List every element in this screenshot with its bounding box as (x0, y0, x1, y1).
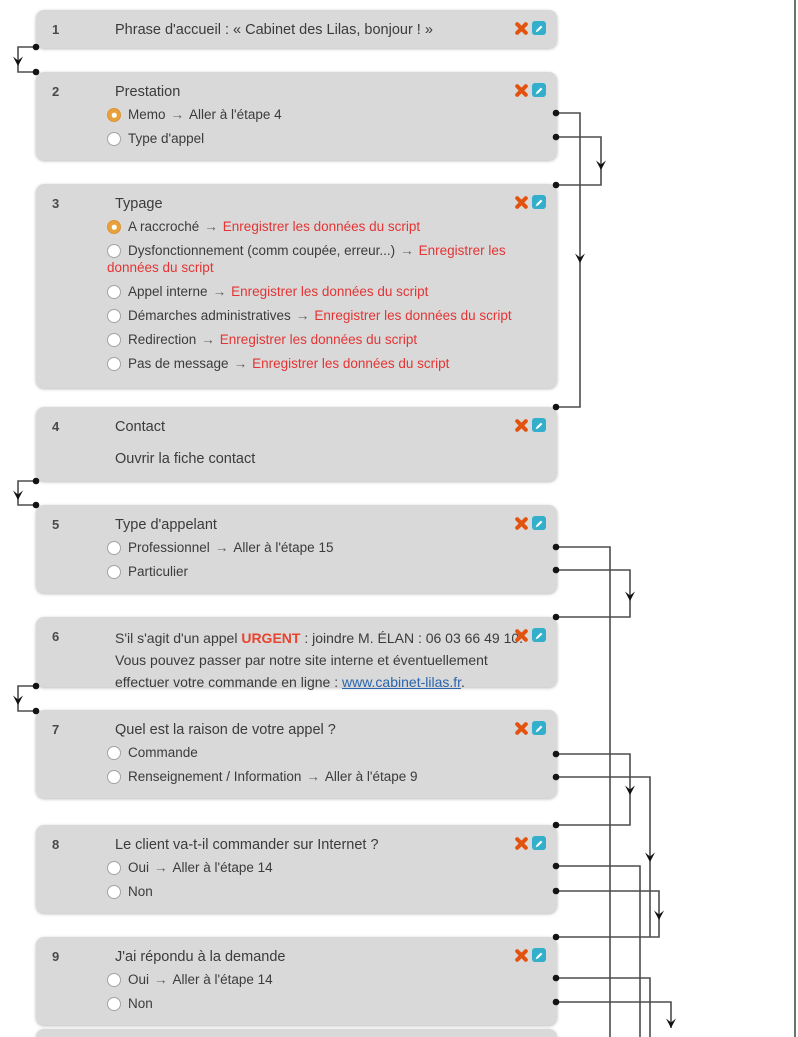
arrow-right-icon: → (214, 540, 229, 555)
edit-step-button[interactable] (532, 195, 546, 209)
option-label: Redirection (128, 332, 197, 347)
step-title (36, 825, 557, 855)
open-contact-link[interactable]: Ouvrir la fiche contact (115, 451, 256, 467)
edit-step-button[interactable] (532, 628, 546, 642)
step-number: 1 (52, 22, 60, 37)
option-radio[interactable] (107, 861, 121, 875)
delete-step-button[interactable] (513, 627, 529, 643)
option-radio[interactable] (107, 770, 121, 784)
edit-step-button[interactable] (532, 21, 546, 35)
option-label: Dysfonctionnement (comm coupée, erreur...) (128, 243, 396, 258)
edit-step-button[interactable] (532, 83, 546, 97)
arrow-right-icon: → (306, 769, 320, 784)
step-actions (513, 82, 546, 98)
step-box-2 (36, 72, 557, 160)
step-number: 2 (52, 84, 60, 99)
title-text: Phrase d'accueil : « Cabinet des Lilas, bonjour ! » (115, 22, 433, 38)
step-number: 5 (52, 517, 60, 532)
option-label: Oui (128, 860, 150, 875)
urgent-text: URGENT (241, 630, 301, 646)
option-radio[interactable] (107, 997, 121, 1011)
options-list (36, 859, 557, 900)
x-icon (514, 721, 529, 736)
option-label: Appel interne (128, 284, 208, 299)
option-label: Oui (128, 972, 150, 987)
step-number: 6 (52, 629, 60, 644)
title-text: S'il s'agit d'un appel (115, 630, 242, 646)
option-radio[interactable] (107, 973, 121, 987)
title-text: J'ai répondu à la demande (115, 949, 286, 965)
goto-step-text: Aller à l'étape 4 (189, 107, 282, 122)
options-list (36, 218, 557, 372)
edit-step-button[interactable] (532, 836, 546, 850)
options-list (36, 971, 557, 1012)
step-title (36, 710, 557, 740)
step-box-5 (36, 505, 557, 593)
option-label: Non (128, 884, 153, 899)
step-box-partial (36, 1029, 557, 1037)
arrow-right-icon: → (212, 284, 227, 299)
edit-step-button[interactable] (532, 516, 546, 530)
delete-step-button[interactable] (513, 947, 529, 963)
option-radio[interactable] (107, 357, 121, 371)
option-row (107, 995, 527, 1012)
pencil-icon (535, 24, 544, 33)
step-actions (513, 835, 546, 851)
step-box-4 (36, 407, 557, 481)
option-row (107, 744, 527, 761)
options-list (36, 106, 557, 147)
step-number: 8 (52, 837, 60, 852)
option-label: Type d'appel (128, 131, 205, 146)
option-label: A raccroché (128, 219, 200, 234)
x-icon (514, 836, 529, 851)
option-label: Non (128, 996, 153, 1011)
options-list (36, 744, 557, 785)
pencil-icon (535, 86, 544, 95)
step-title (36, 617, 557, 693)
step-title (36, 407, 557, 437)
x-icon (514, 628, 529, 643)
step-title (36, 184, 557, 214)
pencil-icon (535, 519, 544, 528)
title-text: Type d'appelant (115, 517, 217, 533)
option-radio[interactable] (107, 541, 121, 555)
arrow-right-icon: → (201, 332, 215, 347)
save-script-data-link[interactable]: Enregistrer les données du script (219, 332, 418, 347)
goto-step-text: Aller à l'étape 9 (324, 769, 418, 784)
option-radio[interactable] (107, 108, 121, 122)
step-number: 4 (52, 419, 60, 434)
step-actions (513, 20, 546, 36)
title-text: : joindre M. ÉLAN : 06 03 66 49 10. Vous pouvez passer par notre site interne et éventuellement effectuer votre commande en ligne : (115, 630, 524, 690)
delete-step-button[interactable] (513, 515, 529, 531)
option-radio[interactable] (107, 285, 121, 299)
pencil-icon (535, 421, 544, 430)
arrow-right-icon: → (400, 243, 414, 258)
step-actions (513, 947, 546, 963)
edit-step-button[interactable] (532, 948, 546, 962)
option-row (107, 859, 527, 876)
option-label: Professionnel (128, 540, 210, 555)
option-radio[interactable] (107, 333, 121, 347)
pencil-icon (535, 198, 544, 207)
step-actions (513, 515, 546, 531)
option-radio[interactable] (107, 885, 121, 899)
title-text: Typage (115, 196, 163, 212)
x-icon (514, 418, 529, 433)
title-text: Prestation (115, 84, 181, 100)
option-row (107, 563, 527, 580)
options-list (36, 539, 557, 580)
pencil-icon (535, 839, 544, 848)
option-row (107, 283, 527, 300)
option-radio[interactable] (107, 244, 121, 258)
option-row (107, 971, 527, 988)
option-radio[interactable] (107, 309, 121, 323)
goto-step-text: Aller à l'étape 14 (172, 860, 273, 875)
edit-step-button[interactable] (532, 418, 546, 432)
step-box-3 (36, 184, 557, 388)
goto-step-text: Aller à l'étape 15 (233, 540, 334, 555)
option-label: Commande (128, 745, 198, 760)
website-link[interactable]: www.cabinet-lilas.fr (341, 674, 462, 690)
pencil-icon (535, 724, 544, 733)
step-actions (513, 720, 546, 736)
save-script-data-link[interactable]: Enregistrer les données du script (231, 284, 429, 299)
x-icon (514, 21, 529, 36)
option-radio[interactable] (107, 746, 121, 760)
option-label: Démarches administratives (128, 308, 291, 323)
option-label: Pas de message (128, 356, 229, 371)
goto-step-text: Aller à l'étape 14 (172, 972, 273, 987)
save-script-data-link[interactable]: Enregistrer les données du script (314, 308, 512, 323)
pencil-icon (535, 951, 544, 960)
title-text: . (461, 674, 465, 690)
arrow-right-icon: → (295, 308, 310, 323)
delete-step-button[interactable] (513, 82, 529, 98)
step-title (36, 505, 557, 535)
save-script-data-link[interactable]: Enregistrer les données du script (252, 356, 450, 371)
option-radio[interactable] (107, 220, 121, 234)
delete-step-button[interactable] (513, 720, 529, 736)
option-row (107, 307, 527, 324)
step-actions (513, 627, 546, 643)
step-title (36, 72, 557, 102)
step-number: 3 (52, 196, 60, 211)
option-radio[interactable] (107, 565, 121, 579)
x-icon (514, 195, 529, 210)
save-script-data-link[interactable]: Enregistrer les données du script (107, 243, 506, 275)
step-box-8 (36, 825, 557, 913)
delete-step-button[interactable] (513, 835, 529, 851)
arrow-right-icon: → (154, 972, 168, 987)
step-box-9 (36, 937, 557, 1025)
delete-step-button[interactable] (513, 20, 529, 36)
arrow-right-icon: → (170, 107, 185, 122)
option-label: Particulier (128, 564, 189, 579)
option-row (107, 130, 527, 147)
delete-step-button[interactable] (513, 194, 529, 210)
option-row (107, 768, 527, 785)
pencil-icon (535, 631, 544, 640)
option-row (107, 539, 527, 556)
step-box-7 (36, 710, 557, 798)
x-icon (514, 516, 529, 531)
option-radio[interactable] (107, 132, 121, 146)
arrow-right-icon: → (233, 356, 248, 371)
step-number: 7 (52, 722, 60, 737)
step-number: 9 (52, 949, 60, 964)
option-row (107, 883, 527, 900)
x-icon (514, 948, 529, 963)
title-text: Contact (115, 419, 165, 435)
option-label: Memo (128, 107, 166, 122)
delete-step-button[interactable] (513, 417, 529, 433)
option-row (107, 106, 527, 123)
step-title (36, 10, 557, 40)
arrow-right-icon: → (154, 860, 168, 875)
x-icon (514, 83, 529, 98)
step-actions (513, 194, 546, 210)
step-box-1 (36, 10, 557, 48)
save-script-data-link[interactable]: Enregistrer les données du script (222, 219, 421, 234)
option-row (107, 331, 527, 348)
title-text: Le client va-t-il commander sur Internet ? (115, 837, 379, 853)
option-row (107, 242, 527, 276)
step-actions (513, 417, 546, 433)
option-label: Renseignement / Information (128, 769, 302, 784)
step-title (36, 937, 557, 967)
title-text: Quel est la raison de votre appel ? (115, 722, 336, 738)
option-row (107, 218, 527, 235)
option-row (107, 355, 527, 372)
step-box-6 (36, 617, 557, 690)
edit-step-button[interactable] (532, 721, 546, 735)
arrow-right-icon: → (204, 219, 218, 234)
